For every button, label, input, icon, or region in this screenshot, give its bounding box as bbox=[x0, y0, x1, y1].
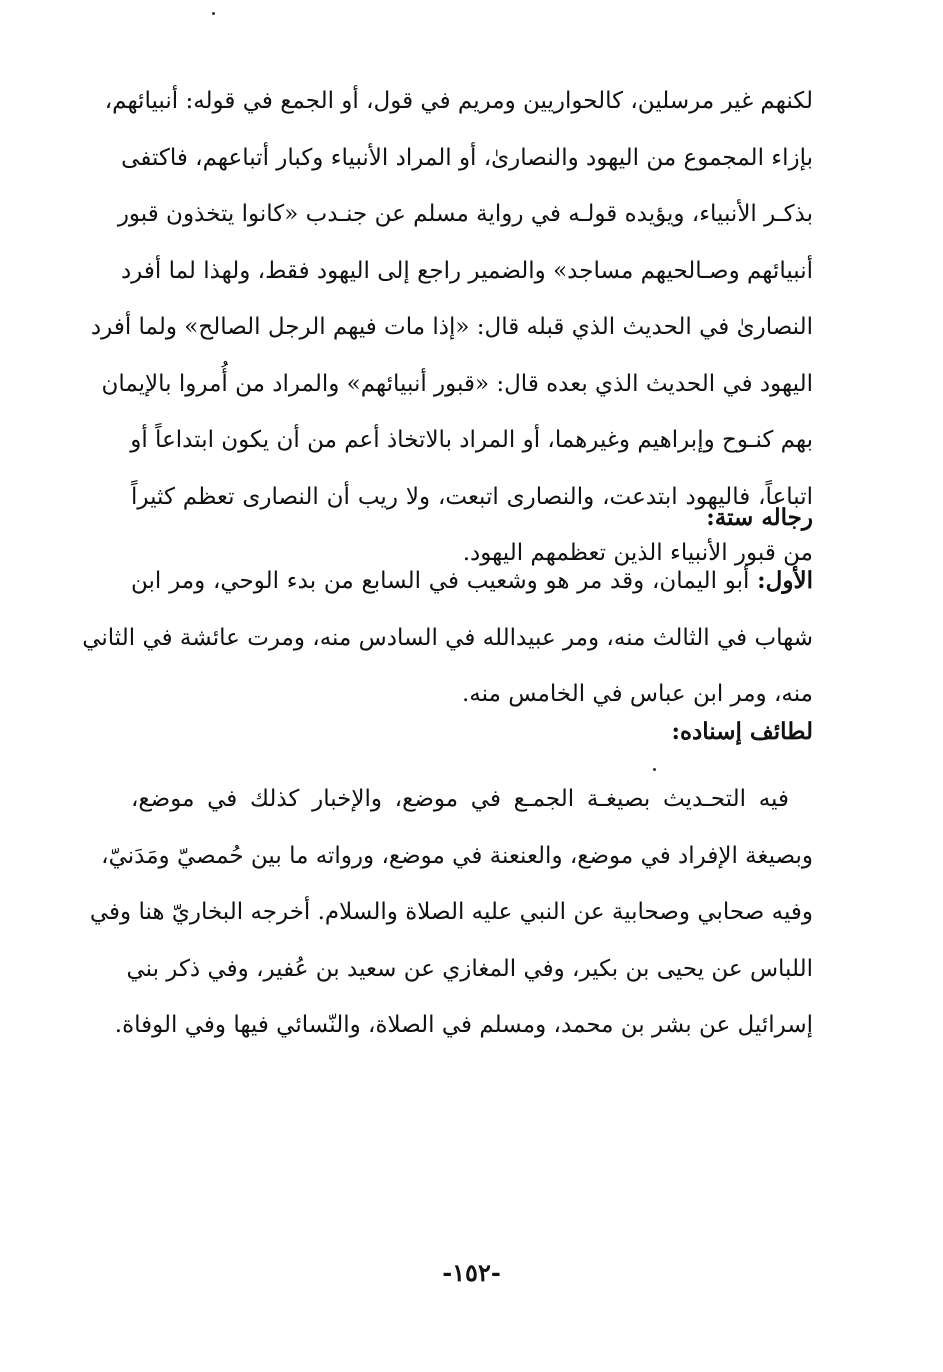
paragraph-line: بإزاء المجموع من اليهود والنصارىٰ، أو المراد الأنبياء وكبار أتباعهم، فاكتفى bbox=[121, 144, 813, 171]
paragraph-line: من قبور الأنبياء الذين تعظمهم اليهود. bbox=[462, 540, 813, 566]
paragraph-line: شهاب في الثالث منه، ومر عبيدالله في السادس منه، ومرت عائشة في الثاني bbox=[82, 624, 813, 651]
paragraph-line-text: أبو اليمان، وقد مر هو وشعيب في السابع من بدء الوحي، ومر ابن bbox=[131, 568, 758, 594]
paragraph-line: أنبيائهم وصـالحيهم مساجد» والضمير راجع إلى اليهود فقط، ولهذا لما أفرد bbox=[120, 257, 813, 284]
paragraph-isnad bbox=[89, 771, 813, 1054]
paragraph-narrators bbox=[82, 553, 813, 723]
paragraph-line: لكنهم غير مرسلين، كالحواريين ومريم في قول، أو الجمع في قوله: أنبيائهم، bbox=[104, 88, 813, 114]
paragraph-line: النصارىٰ في الحديث الذي قبله قال: «إذا مات فيهم الرجل الصالح» ولما أفرد bbox=[90, 314, 813, 340]
page-number: -١٥٢- bbox=[442, 1258, 501, 1287]
section-heading-narrators: رجاله ستة: bbox=[706, 504, 813, 531]
paragraph-line: اتباعاً، فاليهود ابتدعت، والنصارى اتبعت، ولا ريب أن النصارى تعظم كثيراً bbox=[131, 483, 813, 510]
paragraph-line: بذكـر الأنبياء، ويؤيده قولـه في رواية مسلم عن جنـدب «كانوا يتخذون قبور bbox=[117, 201, 813, 227]
paragraph-line: فيه التحـديث بصيغـة الجمـع في موضع، والإخبار كذلك في موضع، bbox=[131, 786, 789, 812]
paragraph-line: وفيه صحابي وصحابية عن النبي عليه الصلاة والسلام. أخرجه البخاريّ هنا وفي bbox=[89, 899, 813, 925]
section-heading-isnad: لطائف إسناده: bbox=[671, 718, 813, 745]
scan-speck bbox=[212, 12, 215, 15]
paragraph-line: بهم كنـوح وإبراهيم وغيرهما، أو المراد بالاتخاذ أعم من أن يكون ابتداعاً أو bbox=[130, 427, 813, 453]
paragraph-line: منه، ومر ابن عباس في الخامس منه. bbox=[461, 681, 813, 707]
paragraph-line: اليهود في الحديث الذي بعده قال: «قبور أنبيائهم» والمراد من أُمروا بالإيمان bbox=[101, 370, 813, 397]
paragraph-lead: الأول: bbox=[757, 567, 813, 594]
paragraph-line: اللباس عن يحيى بن بكير، وفي المغازي عن سعيد بن عُفير، وفي ذكر بني bbox=[126, 955, 813, 982]
paragraph-line: إسرائيل عن بشر بن محمد، ومسلم في الصلاة، والنّسائي فيها وفي الوفاة. bbox=[114, 1012, 813, 1038]
paragraph-line: وبصيغة الإفراد في موضع، والعنعنة في موضع، ورواته ما بين حُمصيّ ومَدَنيّ، bbox=[101, 842, 813, 869]
paragraph-line bbox=[131, 553, 813, 610]
